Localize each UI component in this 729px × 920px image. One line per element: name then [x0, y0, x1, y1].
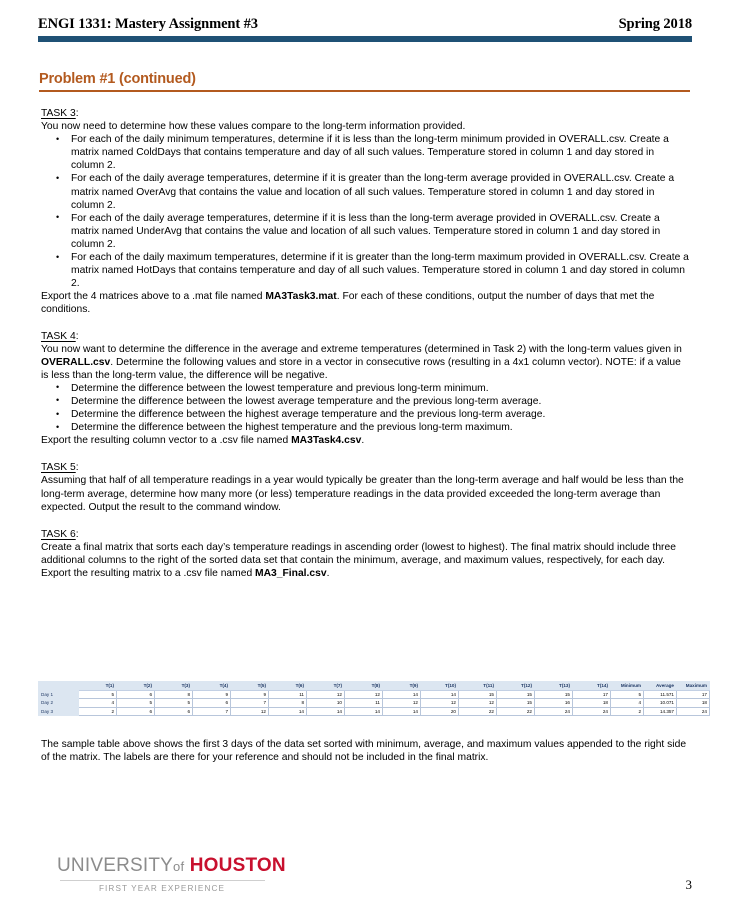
sample-table-head: [39, 682, 710, 691]
table-cell: 4: [79, 699, 117, 708]
task-3-intro: You now need to determine how these values compare to the long-term information provided.: [41, 121, 466, 133]
table-cell: 15: [497, 699, 535, 708]
list-item: • For each of the daily average temperatures, determine if it is greater than the long-term average provided in OVERALL.csv. Create a matrix named OverAvg that contains the value and location of all such values. Temperature stored in column 1 and day stored in column 2.: [41, 172, 690, 211]
table-cell: 11: [345, 699, 383, 708]
column-header-average: Average: [644, 682, 677, 691]
task-4-outro-post: .: [361, 435, 365, 447]
task-6-body: [41, 541, 690, 580]
table-cell: 5: [79, 690, 117, 699]
list-item: • Determine the difference between the lowest average temperature and the previous long-term average.: [41, 395, 690, 408]
column-header: T(10): [421, 682, 459, 691]
sample-table-body: [39, 690, 710, 716]
table-cell: 15: [497, 690, 535, 699]
table-cell: 5: [117, 699, 155, 708]
table-cell-minimum: 4: [611, 699, 644, 708]
column-header: T(2): [117, 682, 155, 691]
task-4-source-file: OVERALL.csv: [41, 356, 111, 368]
table-cell-maximum: 18: [677, 699, 710, 708]
column-header-maximum: Maximum: [677, 682, 710, 691]
spacer: [41, 447, 690, 461]
table-cell: 24: [573, 707, 611, 716]
list-item: • For each of the daily average temperatures, determine if it is less than the long-term average provided in OVERALL.csv. Create a matrix named UnderAvg that contains the value and location of all such values. Temperature stored in column 1 and day stored in column 2.: [41, 212, 690, 251]
list-item: • Determine the difference between the highest average temperature and the previous long-term average.: [41, 408, 690, 421]
closing-paragraph: The sample table above shows the first 3 days of the data set sorted with minimum, average, and maximum values appended to the right side of the matrix. The labels are there for your reference and should not be included in the final matrix.: [41, 739, 687, 764]
column-header: T(13): [535, 682, 573, 691]
table-corner-cell: [39, 682, 79, 691]
column-header: T(7): [307, 682, 345, 691]
term-label: Spring 2018: [618, 16, 692, 32]
section-heading: [39, 70, 690, 92]
task-3-label: TASK 3: [41, 108, 76, 119]
table-cell: 14: [383, 707, 421, 716]
task-6-body-pre: Create a final matrix that sorts each day’s temperature readings in ascending order (lowest to highest). The final matrix should include three additional columns to the right of the sorted data set that contain the minimum, average, and maximum values, respectively, for each day. Export the resulting matrix to a .csv file named: [41, 541, 676, 579]
column-header: T(14): [573, 682, 611, 691]
task-5-body: Assuming that half of all temperature readings in a year would typically be greater than the long-term average and half would be less than the long-term average, determine how many more (or less) temperature readings in the data provided exceeded the long-term average than expected. Output the result to the command window.: [41, 475, 684, 513]
task-5-block: [41, 461, 690, 513]
task-5-heading: TASK 5:: [41, 462, 79, 474]
task-3-heading: TASK 3:: [41, 108, 79, 119]
table-cell: 14: [307, 707, 345, 716]
table-cell: 2: [79, 707, 117, 716]
column-header: T(4): [193, 682, 231, 691]
table-cell: 6: [117, 707, 155, 716]
table-cell: 5: [155, 699, 193, 708]
table-cell: 14: [269, 707, 307, 716]
list-item: • For each of the daily minimum temperatures, determine if it is less than the long-term minimum provided in OVERALL.csv. Create a matrix named ColdDays that contains temperature and day of all such values. Temperature stored in column 1 and day stored in column 2.: [41, 133, 690, 172]
table-cell: 12: [383, 699, 421, 708]
sample-data-table: [38, 681, 710, 716]
logo-university-text: UNIVERSITY: [57, 855, 174, 876]
table-cell: 11: [269, 690, 307, 699]
table-row: [39, 690, 710, 699]
table-cell: 12: [459, 699, 497, 708]
table-cell-average: 11.571: [644, 690, 677, 699]
column-header: T(12): [497, 682, 535, 691]
table-cell: 6: [193, 699, 231, 708]
table-cell: 14: [345, 707, 383, 716]
logo-of-text: of: [173, 859, 185, 874]
table-row: [39, 699, 710, 708]
column-header: T(8): [345, 682, 383, 691]
table-cell: 18: [573, 699, 611, 708]
column-header: T(11): [459, 682, 497, 691]
task-3-filename: MA3Task3.mat: [265, 291, 337, 303]
task-4-intro-pre: You now want to determine the difference in the average and extreme temperatures (determined in Task 2) with the long-term values given in: [41, 343, 682, 355]
task-3-outro-pre: Export the 4 matrices above to a .mat file named: [41, 291, 266, 303]
logo-wordmark: [57, 855, 286, 878]
table-cell: 10: [307, 699, 345, 708]
table-cell: 22: [459, 707, 497, 716]
header-divider-rule: [38, 36, 692, 42]
table-cell: 22: [497, 707, 535, 716]
sample-table-container: [38, 681, 707, 716]
task-6-block: [41, 528, 690, 580]
table-cell: 24: [535, 707, 573, 716]
logo-divider-rule: [60, 880, 265, 881]
task-5-label: TASK 5: [41, 462, 76, 474]
table-cell: 12: [307, 690, 345, 699]
table-cell: 8: [269, 699, 307, 708]
table-cell: 15: [535, 690, 573, 699]
page-number: 3: [685, 877, 692, 892]
task-4-intro-post: . Determine the following values and store in a vector in consecutive rows (resulting in a 4x1 column vector). NOTE: if a value is less than the long-term value, the difference will be negative.: [41, 356, 681, 381]
logo-houston-text: HOUSTON: [189, 855, 286, 876]
spacer: [41, 317, 690, 330]
task-4-heading: TASK 4:: [41, 330, 79, 342]
table-cell: 8: [155, 690, 193, 699]
task-3-bullet-list: [41, 133, 690, 290]
task-3-outro: [41, 290, 690, 316]
table-cell: 6: [117, 690, 155, 699]
table-cell: 15: [459, 690, 497, 699]
table-cell: 12: [231, 707, 269, 716]
task-4-block: [41, 330, 690, 448]
column-header: T(9): [383, 682, 421, 691]
column-header-minimum: Minimum: [611, 682, 644, 691]
table-cell: 16: [535, 699, 573, 708]
table-cell-maximum: 17: [677, 690, 710, 699]
table-cell: 7: [193, 707, 231, 716]
table-cell: 9: [231, 690, 269, 699]
column-header: T(3): [155, 682, 193, 691]
university-logo: [57, 855, 286, 893]
table-cell: 14: [383, 690, 421, 699]
task-6-heading: TASK 6:: [41, 528, 79, 540]
course-title: ENGI 1331: Mastery Assignment #3: [38, 16, 258, 32]
document-header: [38, 16, 692, 33]
row-label: Day 3: [39, 707, 79, 716]
column-header: T(6): [269, 682, 307, 691]
task-6-filename: MA3_Final.csv: [255, 568, 327, 579]
table-cell-minimum: 5: [611, 690, 644, 699]
table-row: [39, 707, 710, 716]
section-heading-rule: [39, 90, 690, 92]
list-item: • Determine the difference between the lowest temperature and previous long-term minimum.: [41, 382, 690, 395]
task-4-intro: [41, 343, 690, 382]
row-label: Day 2: [39, 699, 79, 708]
document-body: [41, 107, 690, 580]
task-4-label: TASK 4: [41, 330, 76, 342]
task-3-block: [41, 107, 690, 317]
table-header-row: [39, 682, 710, 691]
section-heading-title: Problem #1 (continued): [39, 71, 196, 87]
row-label: Day 1: [39, 690, 79, 699]
table-cell: 7: [231, 699, 269, 708]
task-4-bullet-list: [41, 382, 690, 434]
table-cell: 12: [421, 699, 459, 708]
task-4-outro-pre: Export the resulting column vector to a .csv file named: [41, 435, 292, 447]
table-cell: 9: [193, 690, 231, 699]
list-item: • Determine the difference between the highest temperature and the previous long-term maximum.: [41, 421, 690, 434]
table-cell: 12: [345, 690, 383, 699]
task-4-filename: MA3Task4.csv: [291, 435, 362, 447]
table-cell-minimum: 2: [611, 707, 644, 716]
task-6-label: TASK 6: [41, 528, 76, 540]
table-cell-maximum: 24: [677, 707, 710, 716]
logo-subtitle: FIRST YEAR EXPERIENCE: [98, 884, 226, 893]
spacer: [41, 514, 690, 528]
table-cell-average: 14.357: [644, 707, 677, 716]
table-cell: 20: [421, 707, 459, 716]
table-cell: 14: [421, 690, 459, 699]
task-4-outro: [41, 434, 690, 447]
table-cell: 17: [573, 690, 611, 699]
task-3-outro-post: . For each of these conditions, output the number of days that met the conditions.: [41, 291, 655, 316]
table-cell: 6: [155, 707, 193, 716]
task-6-body-post: .: [326, 568, 330, 579]
column-header: T(5): [231, 682, 269, 691]
list-item: • For each of the daily maximum temperatures, determine if it is greater than the long-term maximum provided in OVERALL.csv. Create a matrix named HotDays that contains temperature and day of all such values. Temperature stored in column 1 and day stored in column 2.: [41, 251, 690, 290]
table-cell-average: 10.071: [644, 699, 677, 708]
column-header: T(1): [79, 682, 117, 691]
